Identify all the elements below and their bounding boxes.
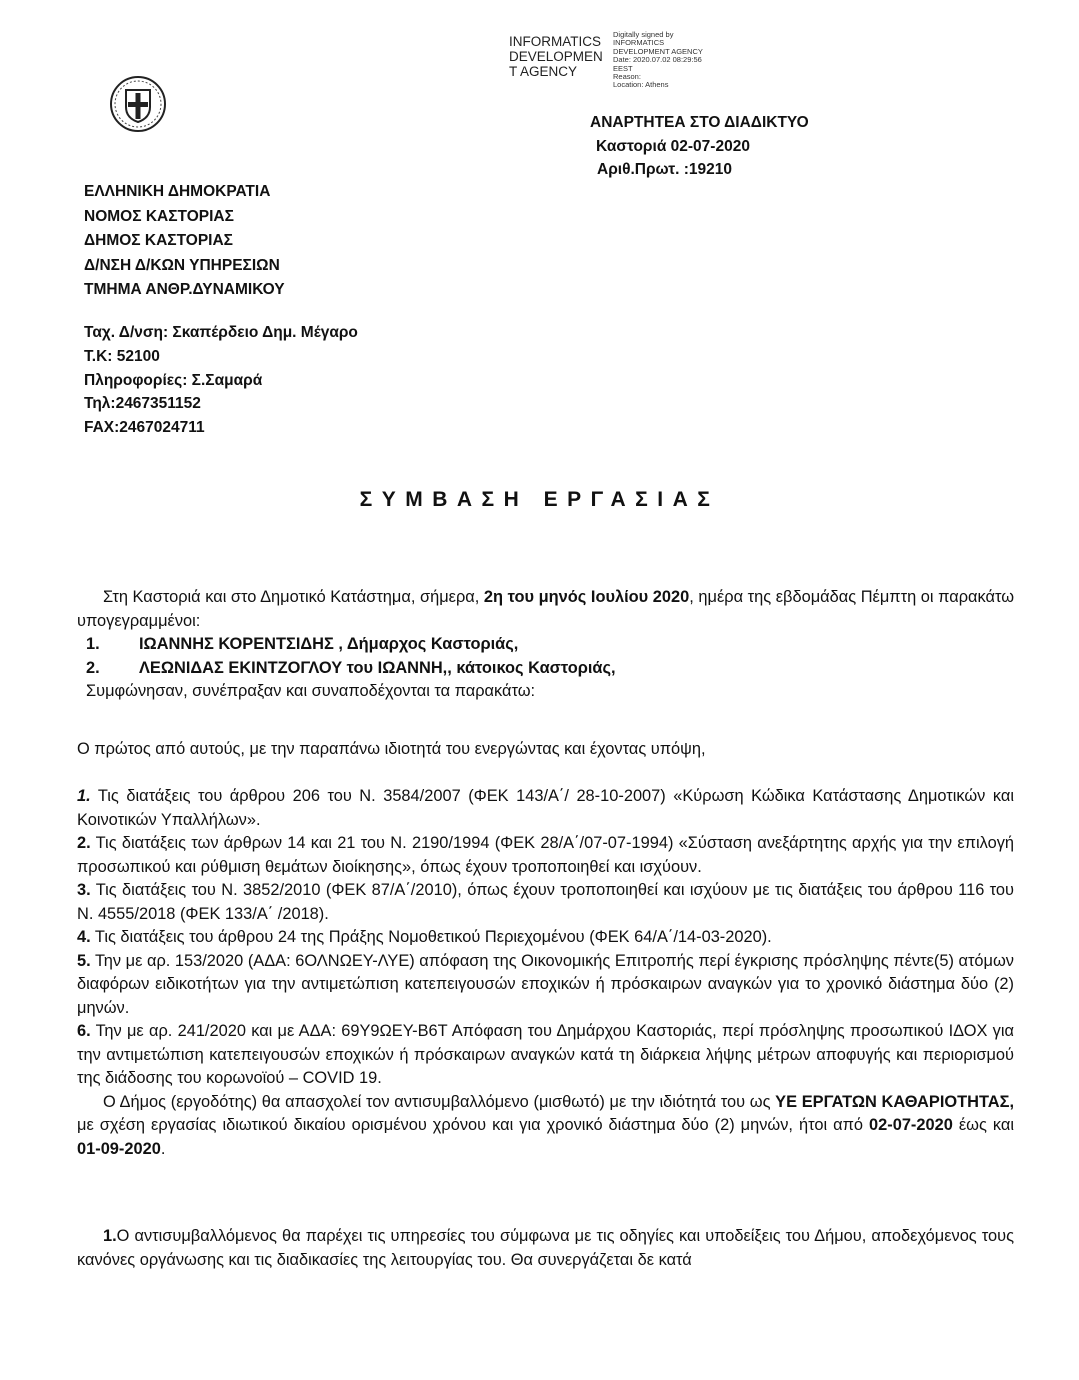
posting-info <box>590 111 809 182</box>
signature-detail-line: DEVELOPMENT AGENCY <box>613 46 703 56</box>
signature-detail-line: Date: 2020.07.02 08:29:56 <box>613 55 702 65</box>
parties-list <box>77 633 1014 680</box>
authority-line: ΝΟΜΟΣ ΚΑΣΤΟΡΙΑΣ <box>84 207 234 225</box>
document-title: ΣΥΜΒΑΣΗ ΕΡΓΑΣΙΑΣ <box>359 488 720 511</box>
fax: FAX:2467024711 <box>84 419 205 437</box>
party-item: 2. ΛΕΩΝΙΔΑΣ ΕΚΙΝΤΖΟΓΛΟΥ του ΙΩΑΝΝΗ,, κάτοικος Καστοριάς, <box>77 657 1014 681</box>
employment-paragraph: Ο Δήμος (εργοδότης) θα απασχολεί τον αντισυμβαλλόμενο (μισθωτό) με την ιδιότητά του ως ΥΕ ΕΡΓΑΤΩΝ ΚΑΘΑΡΙΟΤΗΤΑΣ, με σχέση εργασίας ιδιωτικού δικαίου ορισμένου χρόνου και για χρονικό διάστημα δύο (2) μηνών, ήτοι από 02-07-2020 έως και 01-09-2020. <box>77 1092 1015 1158</box>
contract-date: 2η του μηνός Ιουλίου 2020 <box>483 588 690 606</box>
authority-header <box>84 180 285 303</box>
authority-line: ΔΗΜΟΣ ΚΑΣΤΟΡΙΑΣ <box>84 232 233 250</box>
information-contact: Πληροφορίες: Σ.Σαμαρά <box>84 371 263 389</box>
signature-detail-line: Location: Athens <box>613 80 669 90</box>
legal-item: 6. Την με αρ. 241/2020 και με ΑΔΑ: 69Υ9ΩΕΥ-Β6Τ Απόφαση του Δημάρχου Καστοριάς, περί πρόσληψης προσωπικού ΙΔΟΧ για την αντιμετώπιση κατεπειγουσών εποχικών ή πρόσκαιρων αναγκών κατά τη διάρκεια λήψης μέτρων αποφυγής και περιορισμού της διάδοσης του κορωνοϊού – COVID 19. <box>77 1022 1014 1087</box>
intro-section <box>77 586 1014 704</box>
legal-item: 4. Τις διατάξεις του άρθρου 24 της Πράξης Νομοθετικού Περιεχομένου (ΦΕΚ 64/Α΄/14-03-2020). <box>77 928 772 946</box>
intro-text: Στη Καστοριά και στο Δημοτικό Κατάστημα, σήμερα, <box>103 588 484 606</box>
authority-line: ΕΛΛΗΝΙΚΗ ΔΗΜΟΚΡΑΤΙΑ <box>84 183 271 200</box>
end-date: 01-09-2020 <box>77 1139 161 1158</box>
contact-block <box>84 321 358 440</box>
signature-org-line: DEVELOPMEN <box>509 49 603 64</box>
legal-item: 5. Την με αρ. 153/2020 (ΑΔΑ: 6ΟΛΝΩΕΥ-ΛΥΕ) απόφαση της Οικονομικής Επιτροπής περί έγκρισης πρόσληψης πέντε(5) ατόμων διαφόρων ειδικοτήτων για την αντιμετώπιση κατεπειγουσών εποχικών ή πρόσκαιρων αναγκών για το χρονικό διάστημα δύο (2) μηνών. <box>77 951 1014 1017</box>
legal-basis-list <box>77 785 1014 1161</box>
intro-text-end: , ημέρα της εβδομάδας Πέμπτη οι παρακάτω υπογεγραμμένοι: <box>77 588 1014 630</box>
agreed-text: Συμφώνησαν, συνέπραξαν και συναποδέχονται τα παρακάτω: <box>86 682 536 700</box>
party-item: 1. ΙΩΑΝΝΗΣ ΚΟΡΕΝΤΣΙΔΗΣ , Δήμαρχος Καστοριάς, <box>77 633 1014 657</box>
signature-details <box>613 31 703 90</box>
party-name: ΙΩΑΝΝΗΣ ΚΟΡΕΝΤΣΙΔΗΣ , Δήμαρχος Καστοριάς, <box>139 635 519 653</box>
start-date: 02-07-2020 <box>869 1116 953 1134</box>
signature-detail-line: Digitally signed by <box>613 30 674 39</box>
job-role: ΥΕ ΕΡΓΑΤΩΝ ΚΑΘΑΡΙΟΤΗΤΑΣ, <box>775 1092 1015 1111</box>
address: Ταχ. Δ/νση: Σκαπέρδειο Δημ. Μέγαρο <box>84 324 358 341</box>
signature-org-line: INFORMATICS <box>509 34 601 49</box>
legal-item: 1. Τις διατάξεις του άρθρου 206 του Ν. 3584/2007 (ΦΕΚ 143/Α΄/ 28-10-2007) «Κύρωση Κώδικα Κατάστασης Δημοτικών και Κοινοτικών Υπαλλήλων». <box>77 787 1014 829</box>
intro-paragraph <box>77 586 1014 633</box>
coat-of-arms-icon <box>108 74 168 134</box>
signature-organization <box>509 34 603 79</box>
signature-org-line: T AGENCY <box>509 64 578 79</box>
first-party-text: Ο πρώτος από αυτούς, με την παραπάνω ιδιοτητά του ενεργώντας και έχοντας υπόψη, <box>77 740 706 758</box>
phone: Τηλ:2467351152 <box>84 395 201 413</box>
signature-detail-line: INFORMATICS <box>613 38 665 48</box>
party-name: ΛΕΩΝΙΔΑΣ ΕΚΙΝΤΖΟΓΛΟΥ του ΙΩΑΝΝΗ,, κάτοικος Καστοριάς, <box>139 658 616 677</box>
legal-item: 3. Τις διατάξεις του Ν. 3852/2010 (ΦΕΚ 87/Α΄/2010), όπως έχουν τροποποιηθεί και ισχύουν με τις διατάξεις του άρθρου 116 του Ν. 4555/2018 (ΦΕΚ 133/Α΄ /2018). <box>77 881 1014 923</box>
postal-code: Τ.Κ: 52100 <box>84 347 160 365</box>
signature-detail-line: EEST <box>613 63 633 73</box>
authority-line: ΤΜΗΜΑ ΑΝΘΡ.ΔΥΝΑΜΙΚΟΥ <box>84 281 285 299</box>
posting-label: ΑΝΑΡΤΗΤΕΑ ΣΤΟ ΔΙΑΔΙΚΤΥΟ <box>590 114 809 131</box>
legal-item: 2. Τις διατάξεις των άρθρων 14 και 21 του Ν. 2190/1994 (ΦΕΚ 28/Α΄/07-07-1994) «Σύσταση ανεξάρτητης αρχής για την επιλογή προσωπικού και ρύθμιση θεμάτων διοίκησης», όπως έχουν τροποποιηθεί και ισχύουν. <box>77 834 1014 876</box>
clause-1: 1.Ο αντισυμβαλλόμενος θα παρέχει τις υπηρεσίες του σύμφωνα με τις οδηγίες και υποδείξεις του Δήμου, αποδεχόμενος τους κανόνες οργάνωσης και τις διαδικασίες της λειτουργίας του. Θα συνεργάζεται δε κατά <box>77 1227 1014 1269</box>
place-date: Καστοριά 02-07-2020 <box>596 137 750 155</box>
protocol-number: Αριθ.Πρωτ. :19210 <box>597 161 733 178</box>
signature-detail-line: Reason: <box>613 72 641 82</box>
authority-line: Δ/ΝΣΗ Δ/ΚΩΝ ΥΠΗΡΕΣΙΩΝ <box>84 256 280 274</box>
